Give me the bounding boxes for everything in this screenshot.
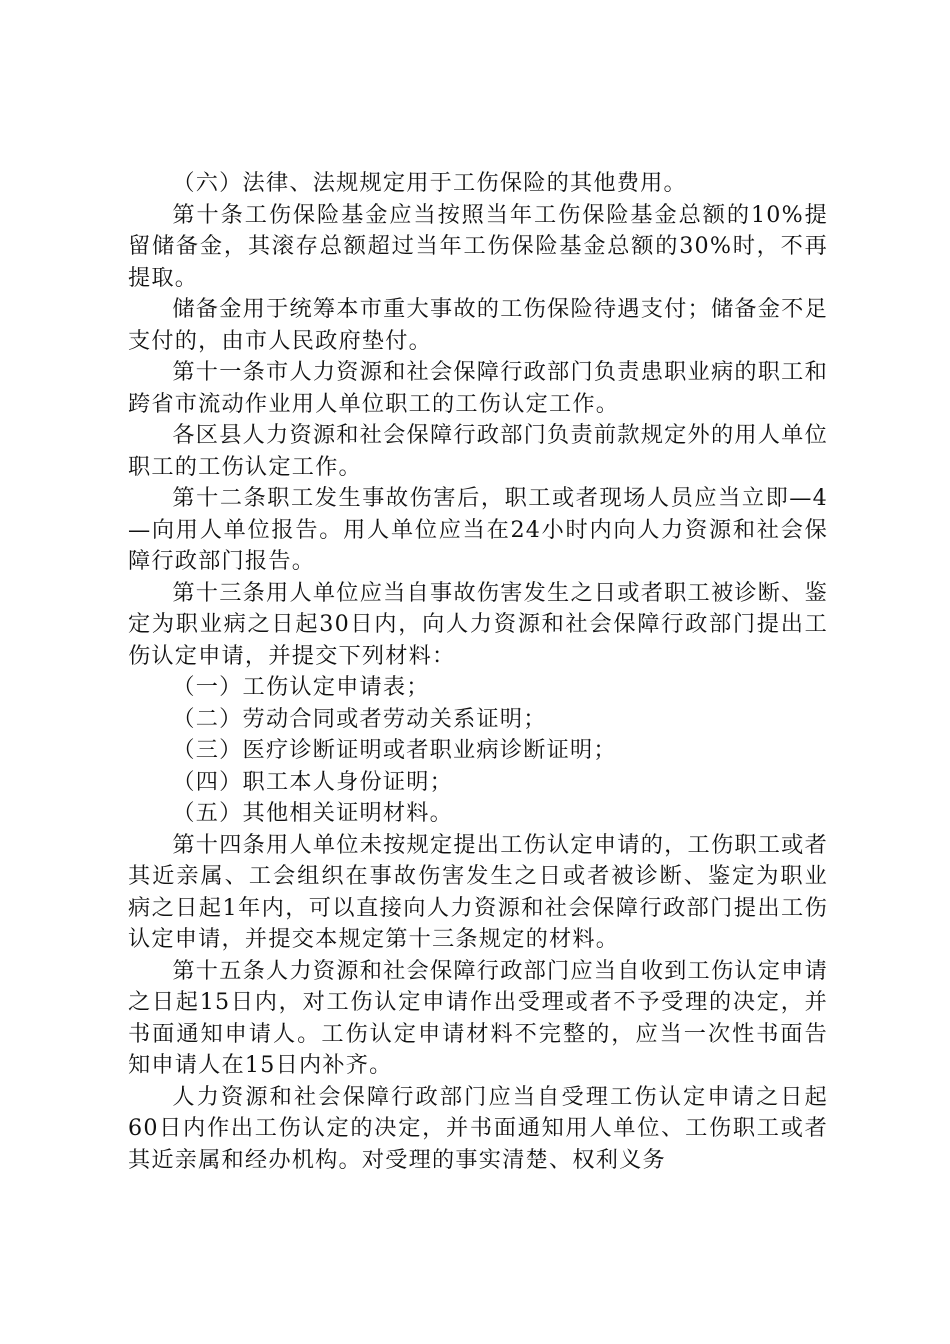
paragraph: 第十四条用人单位未按规定提出工伤认定申请的，工伤职工或者其近亲属、工会组织在事故伤害发生之日或者被诊断、鉴定为职业病之日起1年内，可以直接向人力资源和社会保障行政部门提出工伤认定申请，并提交本规定第十三条规定的材料。	[128, 831, 828, 952]
list-item: （三）医疗诊断证明或者职业病诊断证明；	[172, 737, 617, 763]
paragraph: 第十五条人力资源和社会保障行政部门应当自收到工伤认定申请之日起15日内，对工伤认定申请作出受理或者不予受理的决定，并书面通知申请人。工伤认定申请材料不完整的，应当一次性书面告知申请人在15日内补齐。	[128, 957, 828, 1078]
paragraph: 第十二条职工发生事故伤害后，职工或者现场人员应当立即—4—向用人单位报告。用人单位应当在24小时内向人力资源和社会保障行政部门报告。	[128, 485, 828, 574]
paragraph: 储备金用于统筹本市重大事故的工伤保险待遇支付；储备金不足支付的，由市人民政府垫付。	[128, 296, 828, 354]
paragraph: 第十条工伤保险基金应当按照当年工伤保险基金总额的10%提留储备金，其滚存总额超过当年工伤保险基金总额的30%时，不再提取。	[128, 201, 828, 291]
paragraph: 第十三条用人单位应当自事故伤害发生之日或者职工被诊断、鉴定为职业病之日起30日内，向人力资源和社会保障行政部门提出工伤认定申请，并提交下列材料：	[128, 579, 828, 669]
paragraph: 各区县人力资源和社会保障行政部门负责前款规定外的用人单位职工的工伤认定工作。	[128, 422, 828, 480]
paragraph: 人力资源和社会保障行政部门应当自受理工伤认定申请之日起60日内作出工伤认定的决定，并书面通知用人单位、工伤职工或者其近亲属和经办机构。对受理的事实清楚、权利义务	[128, 1083, 828, 1173]
document-page	[128, 168, 828, 1176]
list-item: （四）职工本人身份证明；	[172, 768, 454, 795]
paragraph: 第十一条市人力资源和社会保障行政部门负责患职业病的职工和跨省市流动作业用人单位职工的工伤认定工作。	[128, 359, 828, 417]
list-item: （二）劳动合同或者劳动关系证明；	[172, 705, 547, 732]
list-item: （一）工伤认定申请表；	[172, 674, 430, 700]
list-item: （五）其他相关证明材料。	[172, 800, 454, 826]
paragraph: （六）法律、法规规定用于工伤保险的其他费用。	[172, 170, 687, 196]
